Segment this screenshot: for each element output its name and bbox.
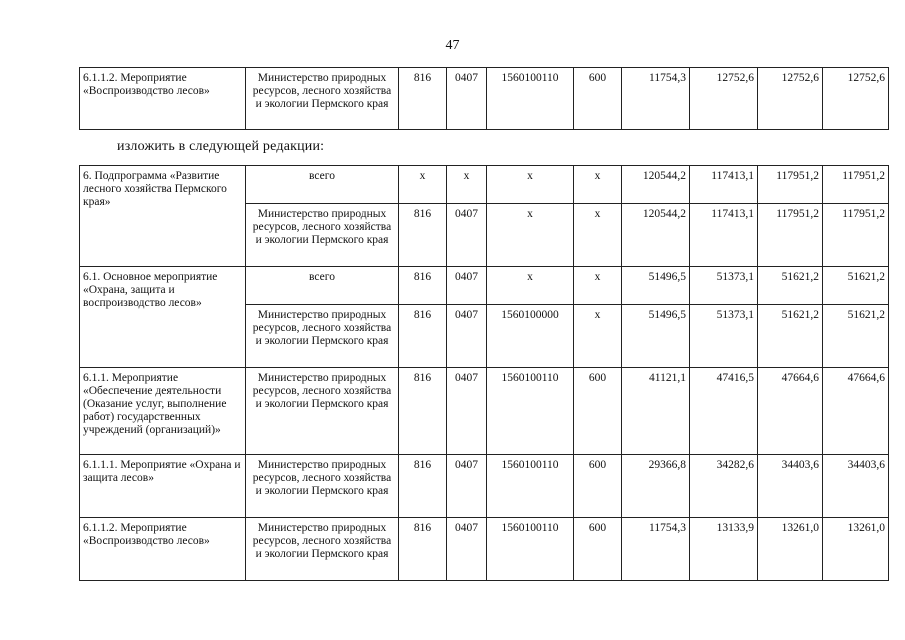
amount-year3-cell: 34403,6 [758,455,823,518]
section-code-cell: 0407 [447,267,487,305]
expense-type-cell: 600 [574,518,622,581]
program-name-cell: 6. Подпрограмма «Развитие лесного хозяйства Пермского края» [80,166,246,267]
expense-type-cell: 600 [574,68,622,130]
executor-cell: Министерство природных ресурсов, лесного хозяйства и экологии Пермского края [246,455,399,518]
amount-year1-cell: 51496,5 [622,305,690,368]
amount-year1-cell: 29366,8 [622,455,690,518]
amount-year1-cell: 120544,2 [622,166,690,204]
ministry-code-cell: 816 [399,455,447,518]
amount-year1-cell: 41121,1 [622,368,690,455]
amount-year1-cell: 51496,5 [622,267,690,305]
ministry-code-cell: 816 [399,204,447,267]
amount-year3-cell: 117951,2 [758,204,823,267]
target-article-cell: 1560100110 [487,68,574,130]
program-name-cell: 6.1. Основное мероприятие «Охрана, защита и воспроизводство лесов» [80,267,246,368]
amount-year3-cell: 51621,2 [758,267,823,305]
expense-type-cell: х [574,166,622,204]
executor-cell: Министерство природных ресурсов, лесного хозяйства и экологии Пермского края [246,68,399,130]
target-article-cell: 1560100110 [487,455,574,518]
expense-type-cell: 600 [574,455,622,518]
executor-cell: Министерство природных ресурсов, лесного хозяйства и экологии Пермского края [246,368,399,455]
amount-year2-cell: 117413,1 [690,204,758,267]
section-code-cell: 0407 [447,368,487,455]
table-row [80,368,889,455]
target-article-cell: х [487,267,574,305]
section-code-cell: 0407 [447,68,487,130]
amount-year4-cell: 51621,2 [823,305,889,368]
target-article-cell: 1560100000 [487,305,574,368]
amount-year4-cell: 117951,2 [823,204,889,267]
table-row [80,455,889,518]
amount-year2-cell: 13133,9 [690,518,758,581]
amount-year4-cell: 51621,2 [823,267,889,305]
executor-cell: всего [246,267,399,305]
executor-cell: всего [246,166,399,204]
ministry-code-cell: 816 [399,518,447,581]
amount-year3-cell: 117951,2 [758,166,823,204]
amount-year2-cell: 51373,1 [690,305,758,368]
table-row [80,518,889,581]
amount-year2-cell: 34282,6 [690,455,758,518]
amount-year4-cell: 34403,6 [823,455,889,518]
executor-cell: Министерство природных ресурсов, лесного хозяйства и экологии Пермского края [246,305,399,368]
intro-text: изложить в следующей редакции: [117,139,325,154]
amount-year4-cell: 117951,2 [823,166,889,204]
section-code-cell: 0407 [447,518,487,581]
amount-year2-cell: 47416,5 [690,368,758,455]
table-row [80,267,889,305]
amount-year4-cell: 13261,0 [823,518,889,581]
table-row [80,166,889,204]
program-name-cell: 6.1.1.2. Мероприятие «Воспроизводство лесов» [80,68,246,130]
target-article-cell: 1560100110 [487,368,574,455]
ministry-code-cell: 816 [399,305,447,368]
budget-table-new [79,165,889,581]
target-article-cell: 1560100110 [487,518,574,581]
budget-table-original [79,67,889,130]
section-code-cell: 0407 [447,204,487,267]
program-name-cell: 6.1.1.1. Мероприятие «Охрана и защита лесов» [80,455,246,518]
expense-type-cell: х [574,204,622,267]
expense-type-cell: х [574,267,622,305]
page-number: 47 [445,38,460,53]
target-article-cell: х [487,204,574,267]
amount-year1-cell: 120544,2 [622,204,690,267]
amount-year3-cell: 47664,6 [758,368,823,455]
ministry-code-cell: 816 [399,68,447,130]
amount-year2-cell: 12752,6 [690,68,758,130]
target-article-cell: х [487,166,574,204]
ministry-code-cell: 816 [399,267,447,305]
amount-year3-cell: 13261,0 [758,518,823,581]
amount-year4-cell: 12752,6 [823,68,889,130]
section-code-cell: 0407 [447,455,487,518]
program-name-cell: 6.1.1. Мероприятие «Обеспечение деятельности (Оказание услуг, выполнение работ) государственных учреждений (организаций)» [80,368,246,455]
ministry-code-cell: х [399,166,447,204]
ministry-code-cell: 816 [399,368,447,455]
executor-cell: Министерство природных ресурсов, лесного хозяйства и экологии Пермского края [246,518,399,581]
amount-year4-cell: 47664,6 [823,368,889,455]
table-row [80,68,889,130]
program-name-cell: 6.1.1.2. Мероприятие «Воспроизводство лесов» [80,518,246,581]
amount-year2-cell: 117413,1 [690,166,758,204]
amount-year3-cell: 12752,6 [758,68,823,130]
section-code-cell: 0407 [447,305,487,368]
executor-cell: Министерство природных ресурсов, лесного хозяйства и экологии Пермского края [246,204,399,267]
expense-type-cell: х [574,305,622,368]
expense-type-cell: 600 [574,368,622,455]
amount-year1-cell: 11754,3 [622,518,690,581]
amount-year3-cell: 51621,2 [758,305,823,368]
amount-year2-cell: 51373,1 [690,267,758,305]
section-code-cell: х [447,166,487,204]
amount-year1-cell: 11754,3 [622,68,690,130]
